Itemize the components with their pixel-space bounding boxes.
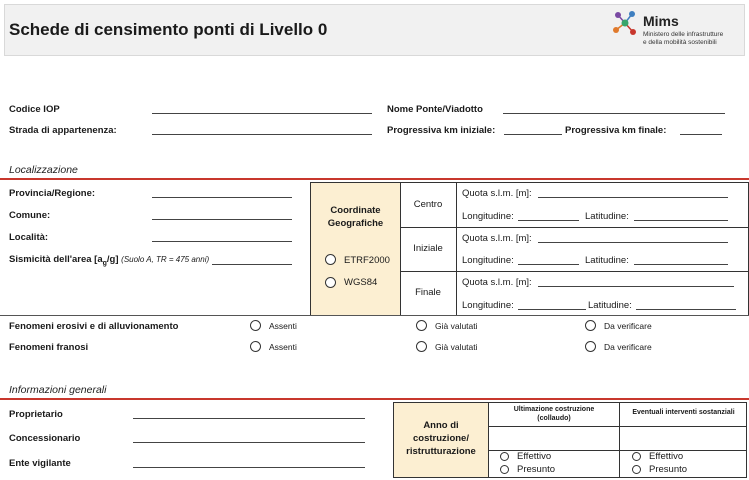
etrf2000-label: ETRF2000 — [344, 255, 390, 266]
ultimazione-effettivo-label: Effettivo — [517, 451, 552, 462]
progressiva-finale-label: Progressiva km finale: — [565, 125, 667, 136]
coords-row-divider-2 — [400, 271, 749, 272]
centro-latitudine-field[interactable] — [634, 220, 728, 221]
progressiva-iniziale-label: Progressiva km iniziale: — [387, 125, 496, 136]
row-label-centro: Centro — [413, 199, 443, 210]
coordinate-label: Coordinate Geografiche — [327, 205, 384, 229]
sismicita-prefix: Sismicità dell'area [a — [9, 254, 103, 265]
mims-logo-icon — [612, 10, 638, 38]
franosi-assenti-radio[interactable] — [250, 341, 261, 352]
col-ultimazione-line-1: Ultimazione costruzione — [513, 406, 595, 413]
codice-iop-field[interactable] — [152, 113, 372, 114]
localizzazione-section-title: Localizzazione — [9, 164, 78, 176]
franosi-da-verificare-radio[interactable] — [585, 341, 596, 352]
erosivi-da-verificare-label: Da verificare — [604, 321, 652, 331]
wgs84-label: WGS84 — [344, 277, 378, 288]
interventi-effettivo-radio[interactable] — [632, 452, 641, 461]
finale-quota-field[interactable] — [538, 286, 734, 287]
codice-iop-label: Codice IOP — [9, 104, 60, 115]
iniziale-longitudine-field[interactable] — [518, 264, 579, 265]
finale-latitudine-field[interactable] — [636, 309, 736, 310]
proprietario-label: Proprietario — [9, 409, 63, 420]
erosivi-da-verificare-radio[interactable] — [585, 320, 596, 331]
row-label-finale: Finale — [415, 287, 441, 298]
iniziale-latitudine-field[interactable] — [634, 264, 728, 265]
finale-quota-label: Quota s.l.m. [m]: — [462, 277, 532, 288]
sismicita-field[interactable] — [212, 264, 292, 265]
finale-latitudine-label: Latitudine: — [588, 300, 632, 311]
fenomeni-top-rule — [0, 315, 749, 316]
sismicita-suffix: /g] — [106, 254, 119, 265]
col-interventi-header: Eventuali interventi sostanziali — [632, 409, 735, 416]
provincia-label: Provincia/Regione: — [9, 188, 96, 199]
progressiva-finale-field[interactable] — [680, 134, 722, 135]
centro-longitudine-field[interactable] — [518, 220, 579, 221]
strada-field[interactable] — [152, 134, 372, 135]
centro-quota-field[interactable] — [538, 197, 728, 198]
iniziale-latitudine-label: Latitudine: — [585, 255, 629, 266]
etrf2000-radio[interactable] — [325, 254, 336, 265]
wgs84-radio[interactable] — [325, 277, 336, 288]
interventi-presunto-radio[interactable] — [632, 465, 641, 474]
coords-row-divider-1 — [400, 227, 749, 228]
finale-longitudine-field[interactable] — [518, 309, 586, 310]
coords-col-divider — [456, 182, 457, 316]
erosivi-assenti-radio[interactable] — [250, 320, 261, 331]
nome-ponte-field[interactable] — [503, 113, 725, 114]
franosi-gia-valutati-label: Già valutati — [435, 342, 478, 352]
ultimazione-presunto-label: Presunto — [517, 464, 556, 475]
proprietario-field[interactable] — [133, 418, 365, 419]
localita-label: Località: — [9, 232, 49, 243]
localizzazione-rule — [0, 178, 749, 180]
strada-label: Strada di appartenenza: — [9, 125, 117, 136]
erosivi-gia-valutati-label: Già valutati — [435, 321, 478, 331]
nome-ponte-label: Nome Ponte/Viadotto — [387, 104, 483, 115]
anno-header-divider — [488, 426, 747, 427]
comune-field[interactable] — [152, 219, 292, 220]
concessionario-label: Concessionario — [9, 433, 81, 444]
row-label-iniziale: Iniziale — [413, 243, 443, 254]
sismicita-label — [9, 254, 209, 267]
ente-vigilante-label: Ente vigilante — [9, 458, 71, 469]
erosivi-assenti-label: Assenti — [269, 321, 297, 331]
iniziale-quota-field[interactable] — [538, 242, 728, 243]
iniziale-longitudine-label: Longitudine: — [462, 255, 514, 266]
centro-quota-label: Quota s.l.m. [m]: — [462, 188, 532, 199]
logo — [609, 9, 743, 51]
franosi-da-verificare-label: Da verificare — [604, 342, 652, 352]
fenomeni-erosivi-label: Fenomeni erosivi e di alluvionamento — [9, 321, 179, 332]
sismicita-note: (Suolo A, TR = 475 anni) — [121, 255, 210, 264]
provincia-field[interactable] — [152, 197, 292, 198]
interventi-effettivo-label: Effettivo — [649, 451, 684, 462]
concessionario-field[interactable] — [133, 442, 365, 443]
page-title: Schede di censimento ponti di Livello 0 — [9, 20, 328, 39]
comune-label: Comune: — [9, 210, 51, 221]
localita-field[interactable] — [152, 241, 292, 242]
franosi-assenti-label: Assenti — [269, 342, 297, 352]
sismicita-sub: g — [102, 259, 107, 267]
ultimazione-effettivo-radio[interactable] — [500, 452, 509, 461]
anno-label: Anno di costruzione/ ristrutturazione — [406, 420, 476, 457]
centro-longitudine-label: Longitudine: — [462, 211, 514, 222]
ente-vigilante-field[interactable] — [133, 467, 365, 468]
coordinate-box — [310, 182, 401, 316]
informazioni-section-title: Informazioni generali — [9, 384, 107, 396]
erosivi-gia-valutati-radio[interactable] — [416, 320, 427, 331]
informazioni-rule — [0, 398, 749, 400]
col-ultimazione-header — [489, 405, 619, 423]
ultimazione-presunto-radio[interactable] — [500, 465, 509, 474]
centro-latitudine-label: Latitudine: — [585, 211, 629, 222]
fenomeni-franosi-label: Fenomeni franosi — [9, 342, 89, 353]
interventi-presunto-label: Presunto — [649, 464, 688, 475]
progressiva-iniziale-field[interactable] — [504, 134, 562, 135]
finale-longitudine-label: Longitudine: — [462, 300, 514, 311]
logo-subtitle-1: Ministero delle infrastrutture — [643, 31, 724, 38]
logo-subtitle-2: e della mobilità sostenibili — [643, 39, 717, 46]
franosi-gia-valutati-radio[interactable] — [416, 341, 427, 352]
logo-name: Mims — [643, 13, 679, 29]
col-ultimazione-line-2: (collaudo) — [537, 415, 571, 422]
iniziale-quota-label: Quota s.l.m. [m]: — [462, 233, 532, 244]
